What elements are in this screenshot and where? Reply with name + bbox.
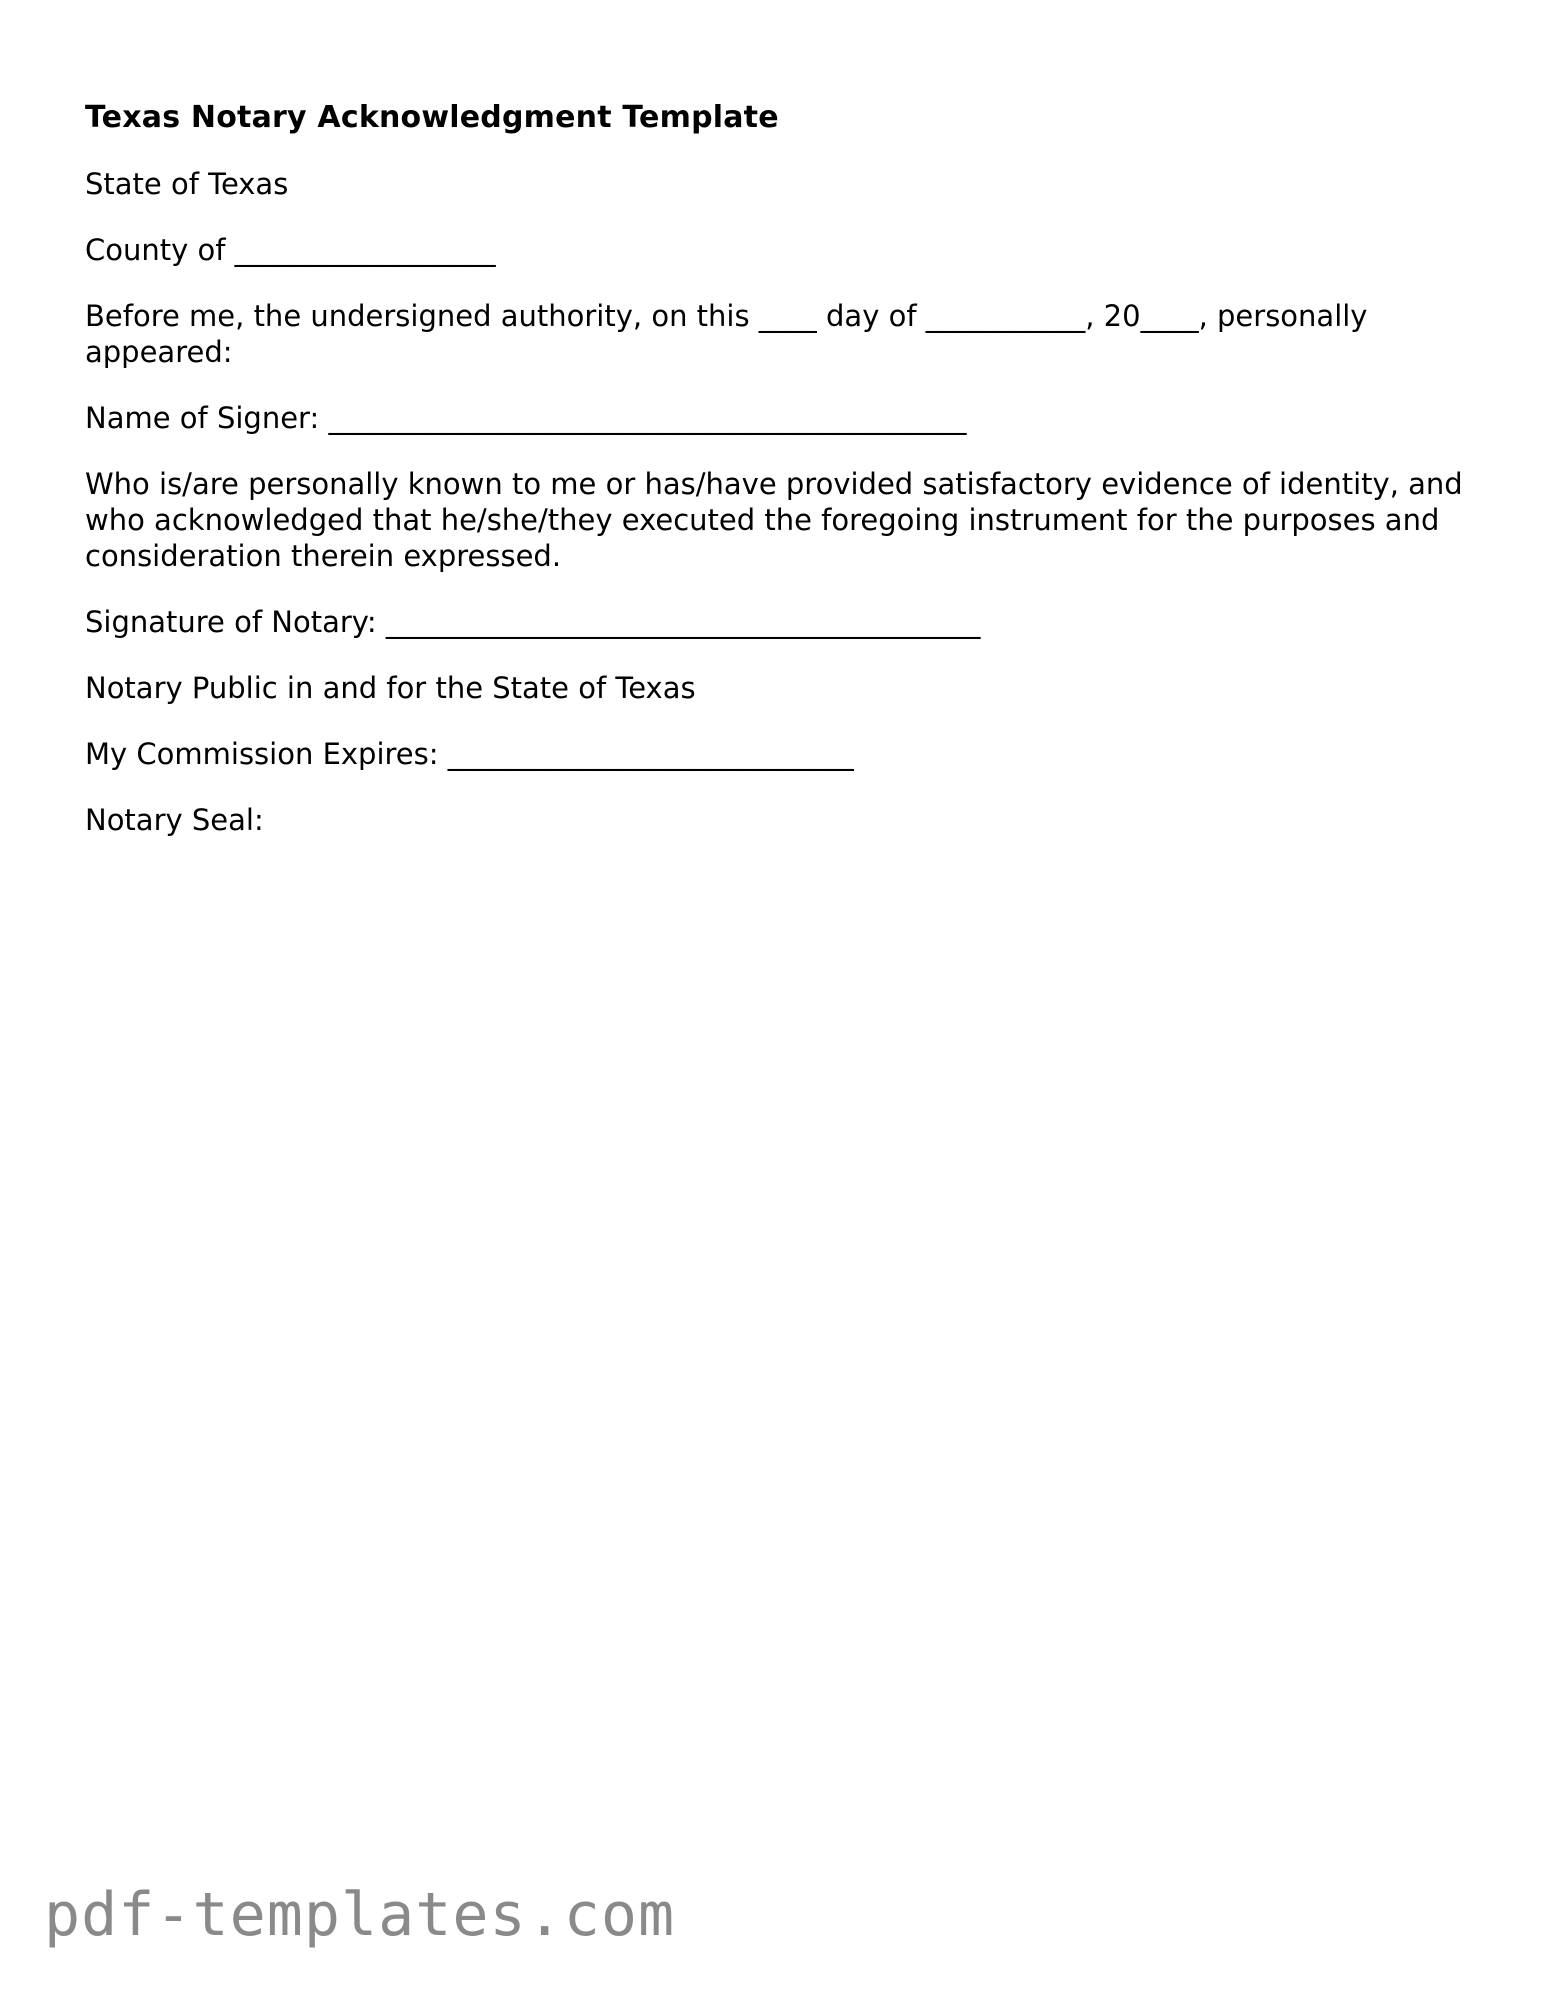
notary-seal-label: Notary Seal: [85, 803, 264, 837]
before-me-paragraph: Before me, the undersigned authority, on this ____ day of ___________, 20____, personally appeared: [85, 299, 1368, 369]
document-page [85, 100, 1465, 868]
document-title: Texas Notary Acknowledgment Template [85, 100, 779, 135]
watermark: pdf-templates.com [44, 1880, 676, 1950]
name-of-signer-line: Name of Signer: ____________________________________________ [85, 401, 967, 435]
acknowledgment-paragraph: Who is/are personally known to me or has/have provided satisfactory evidence of identity, and who acknowledged that he/she/they executed the foregoing instrument for the purposes and consideration therein expressed. [85, 467, 1463, 573]
state-line: State of Texas [85, 167, 289, 201]
signature-of-notary-line: Signature of Notary: _________________________________________ [85, 605, 981, 639]
county-line: County of __________________ [85, 233, 496, 267]
commission-expires-line: My Commission Expires: ____________________________ [85, 737, 854, 771]
notary-public-line: Notary Public in and for the State of Texas [85, 671, 696, 705]
